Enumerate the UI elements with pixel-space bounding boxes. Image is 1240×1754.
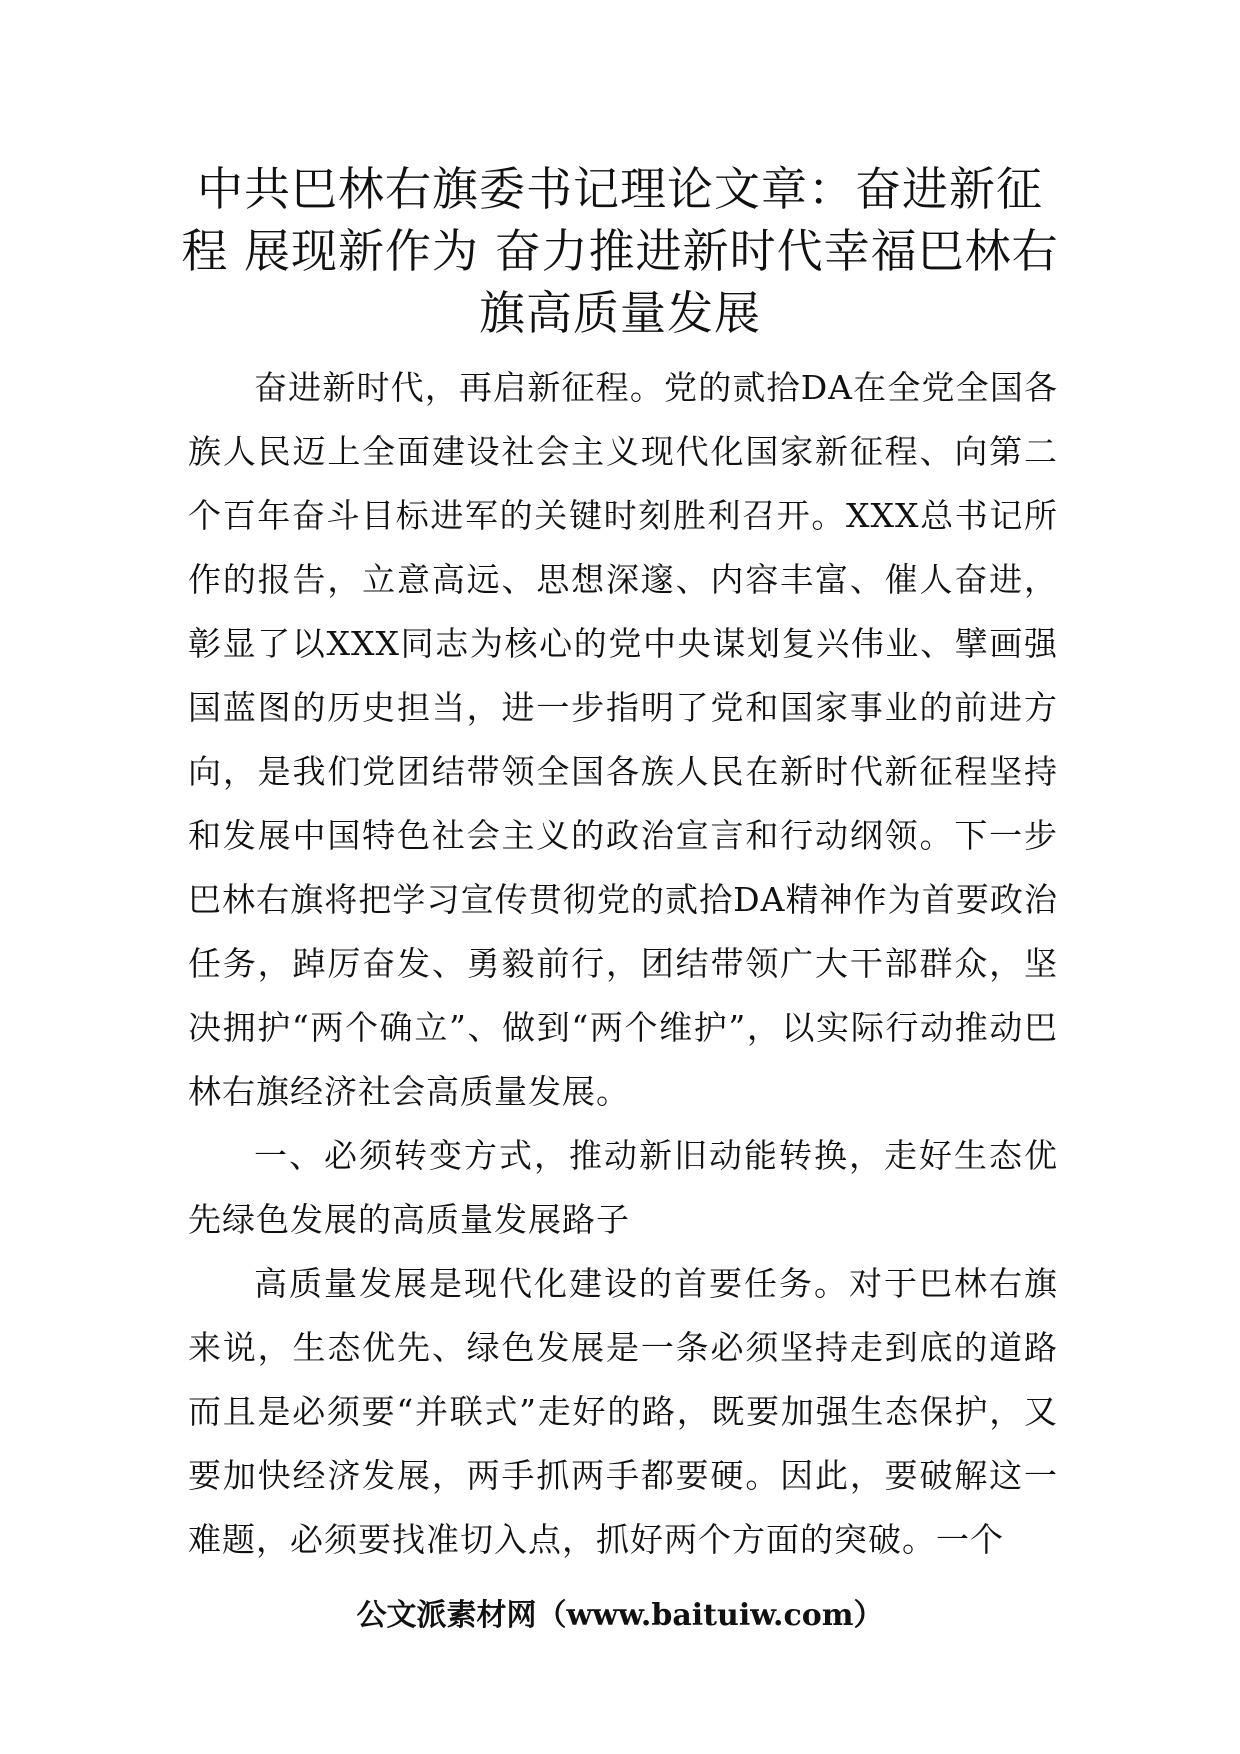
document-title: 中共巴林右旗委书记理论文章：奋进新征程 展现新作为 奋力推进新时代幸福巴林右旗高质量发展 bbox=[181, 162, 1059, 340]
paragraph-intro: 奋进新时代，再启新征程。党的贰拾DA在全党全国各族人民迈上全面建设社会主义现代化国家新征程、向第二个百年奋斗目标进军的关键时刻胜利召开。XXX总书记所作的报告，立意高远、思想深邃、内容丰富、催人奋进，彰显了以XXX同志为核心的党中央谋划复兴伟业、擘画强国蓝图的历史担当，进一步指明了党和国家事业的前进方向，是我们党团结带领全国各族人民在新时代新征程坚持和发展中国特色社会主义的政治宣言和行动纲领。下一步巴林右旗将把学习宣传贯彻党的贰拾DA精神作为首要政治任务，踔厉奋发、勇毅前行，团结带领广大干部群众，坚决拥护“两个确立”、做到“两个维护”，以实际行动推动巴林右旗经济社会高质量发展。 bbox=[188, 368, 1058, 1111]
footer-watermark: 公文派素材网（www.baituiw.com） bbox=[356, 1598, 884, 1633]
section-heading-1: 一、必须转变方式，推动新旧动能转换，走好生态优先绿色发展的高质量发展路子 bbox=[188, 1136, 1058, 1239]
document-body bbox=[188, 356, 1058, 1572]
paragraph-section-1: 高质量发展是现代化建设的首要任务。对于巴林右旗来说，生态优先、绿色发展是一条必须坚持走到底的道路而且是必须要“并联式”走好的路，既要加强生态保护，又要加快经济发展，两手抓两手都要硬。因此，要破解这一难题，必须要找准切入点，抓好两个方面的突破。一个 bbox=[188, 1264, 1058, 1559]
